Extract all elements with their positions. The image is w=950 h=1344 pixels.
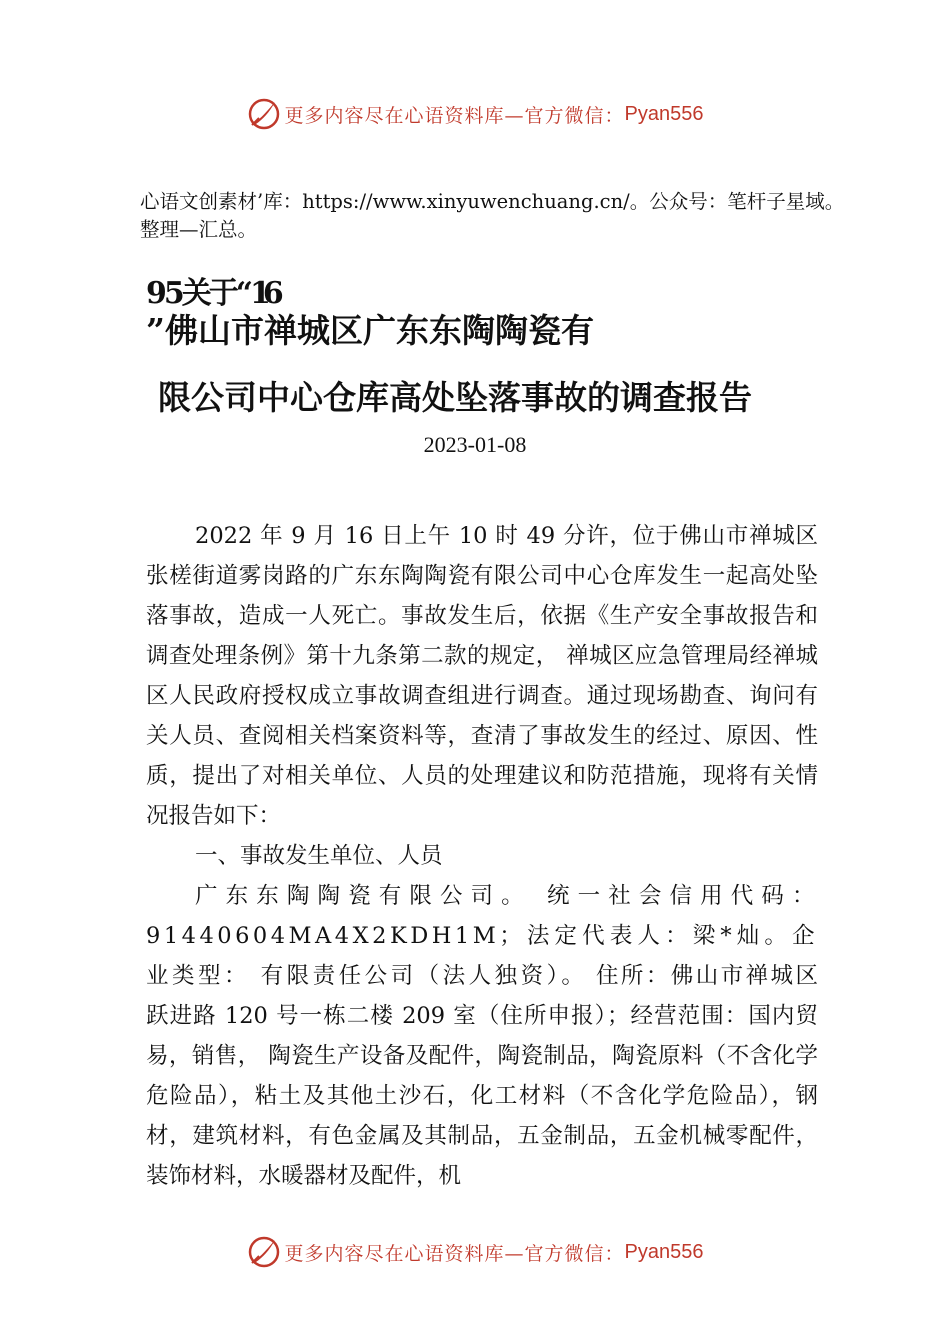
report-title-line1: ”佛山市禅城区广东东陶陶瓷有 (146, 311, 594, 350)
watermark-banner-top (0, 94, 950, 134)
feather-quill-logo-icon (247, 97, 281, 131)
report-date: 2023-01-08 (423, 432, 527, 457)
banner-text: 更多内容尽在心语资料库—官方微信： (284, 1242, 625, 1265)
paragraph-company-scope: 住所：佛山市禅城区跃进路 120 号一栋二楼 209 室（住所申报）；经营范围：国内贸易，销售， 陶瓷生产设备及配件，陶瓷制品，陶瓷原料（不含化学危险品），粘土及其他土沙石，化工材料（不含化学危险品），钢材，建筑材料，有色金属及其制品，五金制品，五金机械零配件，装饰材料，水暖器材及配件，机 (146, 963, 818, 1189)
banner-text: 更多内容尽在心语资料库—官方微信： (284, 104, 625, 127)
watermark-banner-bottom (0, 1232, 950, 1272)
source-note: 心语文创素材’库：https://www.xinyuwenchuang.cn/。公众号：笔杆子星域。整理—汇总。 (140, 190, 845, 241)
garbled-header: 95关于“16 (146, 276, 276, 311)
paragraph-company-info: 广东东陶陶瓷有限公司。 统一社会信用代码：91440604MA4X2KDH1M；法定代表人：梁*灿。企业类型： 有限责任公司（法人独资）。 (146, 883, 818, 989)
section-heading: 一、事故发生单位、人员 (195, 843, 443, 869)
report-body (146, 516, 818, 1196)
feather-quill-logo-icon (247, 1235, 281, 1269)
report-title-line2: 限公司中心仓库高处坠落事故的调查报告 (158, 378, 752, 417)
paragraph-intro: 2022 年 9 月 16 日上午 10 时 49 分许，位于佛山市禅城区张槎街道雾岗路的广东东陶陶瓷有限公司中心仓库发生一起高处坠落事故，造成一人死亡。事故发生后，依据《生产安全事故报告和调查处理条例》第十九条第二款的规定， 禅城区应急管理局经禅城区人民政府授权成立事故调查组进行调查。通过现场勘查、询问有关人员、查阅相关档案资料等，查清了事故发生的经过、原因、性质，提出了对相关单位、人员的处理建议和防范措施，现将有关情况报告如下： (146, 523, 818, 829)
banner-wechat-id: Pyan556 (624, 102, 704, 125)
banner-wechat-id: Pyan556 (624, 1240, 704, 1263)
